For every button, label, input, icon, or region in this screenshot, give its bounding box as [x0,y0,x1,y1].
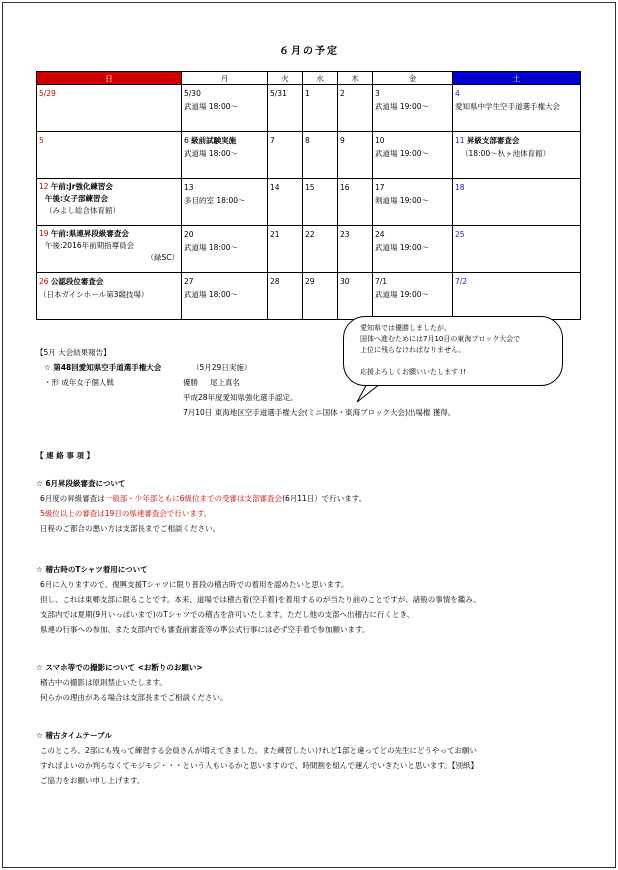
day-cell [37,85,182,132]
practice-info: 武道場 18:00～ [184,149,238,158]
practice-info: 剣道場 19:00～ [375,196,429,205]
event-title: 午前:県連昇段級審査会 [50,229,129,238]
day-cell [373,273,453,320]
day-cell [373,85,453,132]
notice-line [40,491,366,506]
results-name: 尾上真名 [210,378,240,387]
notice-highlight-line: 5級位以上の審査は19日の県連審査会で行います。 [40,509,212,518]
notice-text: (6月11日）で行います。 [282,494,367,503]
day-cell [268,273,303,320]
weekday-wed: 水 [303,72,338,85]
date-label: 4 [455,89,460,98]
event-title: 午前:Jr強化練習会 [50,182,113,191]
date-label: 7/2 [455,277,468,286]
date-label: 25 [455,230,465,239]
day-cell [182,273,268,320]
day-cell [453,273,581,320]
practice-info: 武道場 18:00～ [184,243,238,252]
bubble-line: 応援よろしくお願いいたします !! [360,368,466,376]
day-cell [37,132,182,179]
weekday-fri: 金 [373,72,453,85]
practice-info: 武道場 19:00～ [375,243,429,252]
results-category: ・形 成年女子個人戦 [44,378,114,387]
notice-line: すればよいのか判らなくてモジモジ・・・という人もいるかと思いますので、時間割を組んで運んでいきたいと思います。【別紙】 [40,761,478,770]
bubble-line: 上位に残らなければなりません。 [360,346,466,354]
notice-line: 6月に入りますので、復興支援Tシャツに限り普段の稽古時での着用を認めたいと思います。 [40,580,349,589]
day-cell [268,132,303,179]
results-line: 平成28年度愛知県強化選手認定。 [183,393,298,402]
notices-heading: 【 連 絡 事 項 】 [36,451,95,460]
day-cell [338,226,373,273]
notice-title: ☆ スマホ等での撮影について <お断りのお願い> [36,663,203,672]
date-label: 28 [270,277,280,286]
date-label: 2 [340,89,345,98]
date-label: 1 [305,89,310,98]
notice-title: ☆ 6月昇段級審査について [36,479,126,488]
date-label: 15 [305,183,315,192]
event-title: 公認段位審査会 [50,277,104,286]
practice-info: 武道場 18:00～ [184,102,238,111]
date-label: 5 [39,136,44,145]
date-label: 22 [305,230,315,239]
weekday-sat: 土 [453,72,581,85]
day-cell [453,132,581,179]
notice-line: 稽古中の撮影は原則禁止いたします。 [40,678,167,687]
day-cell [373,226,453,273]
day-cell [373,179,453,226]
results-rank: 優勝 [183,378,198,387]
practice-info: 武道場 18:00～ [184,290,238,299]
day-cell [37,179,182,226]
date-label: 9 [340,136,345,145]
date-label: 10 [375,136,385,145]
calendar-week [37,226,581,273]
notice-line: 支部内では夏期(9月いっぱいまで)のTシャツでの稽古を許可いたします。ただし他の支部へ出稽古に行くとき、 [40,610,415,619]
weekday-sun: 日 [37,72,182,85]
date-label: 19 [39,229,49,238]
day-cell [338,273,373,320]
schedule-calendar [36,71,581,320]
calendar-week [37,179,581,226]
notice-line: 何らかの理由がある場合は支部長までご相談ください。 [40,693,228,702]
day-cell [338,132,373,179]
practice-info: 武道場 19:00～ [375,290,429,299]
calendar-week [37,132,581,179]
notice-line: 日程のご都合の悪い方は支部長までご相談ください。 [40,524,220,533]
notice-line: 但し、これは東郷支部に限ることです。本来、道場では稽古着(空手着)を着用するのが当たり前のことですが、諸般の事情を鑑み、 [40,595,481,604]
day-cell [303,179,338,226]
day-cell [303,226,338,273]
results-event: ☆ 第48回愛知県空手道選手権大会 [44,363,162,372]
date-label: 3 [375,89,380,98]
page-title: ６月の予定 [279,46,339,57]
date-label: 17 [375,183,385,192]
date-label: 27 [184,277,194,286]
date-label: 7/1 [375,277,388,286]
weekday-mon: 月 [182,72,268,85]
day-cell [182,179,268,226]
date-label: 8 [305,136,310,145]
weekday-header-row [37,72,581,85]
event-info: （日本ガイシホール第3競技場） [39,290,149,299]
date-label: 21 [270,230,280,239]
day-cell [37,226,182,273]
event-note: （緑SC） [146,253,179,262]
notice-line: 県連の行事への参加、また支部内でも審査前審査等の準公式行事には必ず空手着で参加願います。 [40,625,370,634]
notice-title: ☆ 稽古時のTシャツ着用について [36,565,148,574]
calendar-week [37,85,581,132]
date-label: 26 [39,277,49,286]
day-cell [37,273,182,320]
calendar-week [37,273,581,320]
day-cell [182,85,268,132]
day-cell [373,132,453,179]
bubble-line: 国体へ進むためには7月10日の東海ブロック大会で [360,335,521,343]
day-cell [268,85,303,132]
day-cell [453,179,581,226]
date-label: 5/29 [39,89,56,98]
notice-highlight: 一般部・少年部ともに6級位までの受審は支部審査会 [104,494,283,503]
day-cell [453,85,581,132]
event-info: 午後:女子部練習会 [45,194,108,203]
notice-text: 6月度の昇級審査は [40,494,105,503]
event-info: 午後:2016年前期指導員会 [45,241,135,250]
date-label: 16 [340,183,350,192]
day-cell [268,179,303,226]
date-label: 6 [184,136,189,145]
results-line: 7月10日 東海地区空手道選手権大会(ミニ国体・東海ブロック大会)出場権 獲得。 [183,408,456,417]
event-info: （18:00～杁ヶ池体育館） [461,149,551,158]
bubble-line: 愛知県では優勝しましたが、 [360,324,451,332]
day-cell [303,132,338,179]
event-info: （みよし総合体育館） [45,206,120,215]
day-cell [303,273,338,320]
date-label: 13 [184,183,194,192]
day-cell [453,226,581,273]
date-label: 12 [39,182,49,191]
results-heading: 【5月 大会結果報告】 [36,348,111,357]
results-event-date: （5月29日実施） [192,363,252,372]
date-label: 30 [340,277,350,286]
bubble-spacer [360,356,562,367]
practice-info: 武道場 19:00～ [375,102,429,111]
day-cell [303,85,338,132]
weekday-thu: 木 [338,72,373,85]
notice-line: ご協力をお願い申し上げます。 [40,776,145,785]
date-label: 7 [270,136,275,145]
notice-title: ☆ 稽古タイムテーブル [36,731,112,740]
day-cell [182,226,268,273]
date-label: 29 [305,277,315,286]
day-cell [182,132,268,179]
date-label: 24 [375,230,385,239]
date-label: 18 [455,183,465,192]
practice-info: 武道場 19:00～ [375,149,429,158]
notice-line: このところ、2部にも残って練習する会員さんが増えてきました。また練習したいけれど1部と違ってどの先生にどうやってお願い [40,746,478,755]
day-cell [268,226,303,273]
date-label: 14 [270,183,280,192]
speech-bubble [343,316,563,386]
day-cell [338,85,373,132]
date-label: 23 [340,230,350,239]
weekday-tue: 火 [268,72,303,85]
event-info: 愛知県中学生空手道選手権大会 [455,102,560,111]
date-label: 11 [455,136,465,145]
date-label: 20 [184,230,194,239]
date-label: 5/30 [184,89,201,98]
practice-info: 多目的室 18:00～ [184,196,246,205]
date-label: 5/31 [270,89,287,98]
event-title: 級前試験実施 [191,136,237,145]
day-cell [338,179,373,226]
event-title: 昇級支部審査会 [466,136,520,145]
